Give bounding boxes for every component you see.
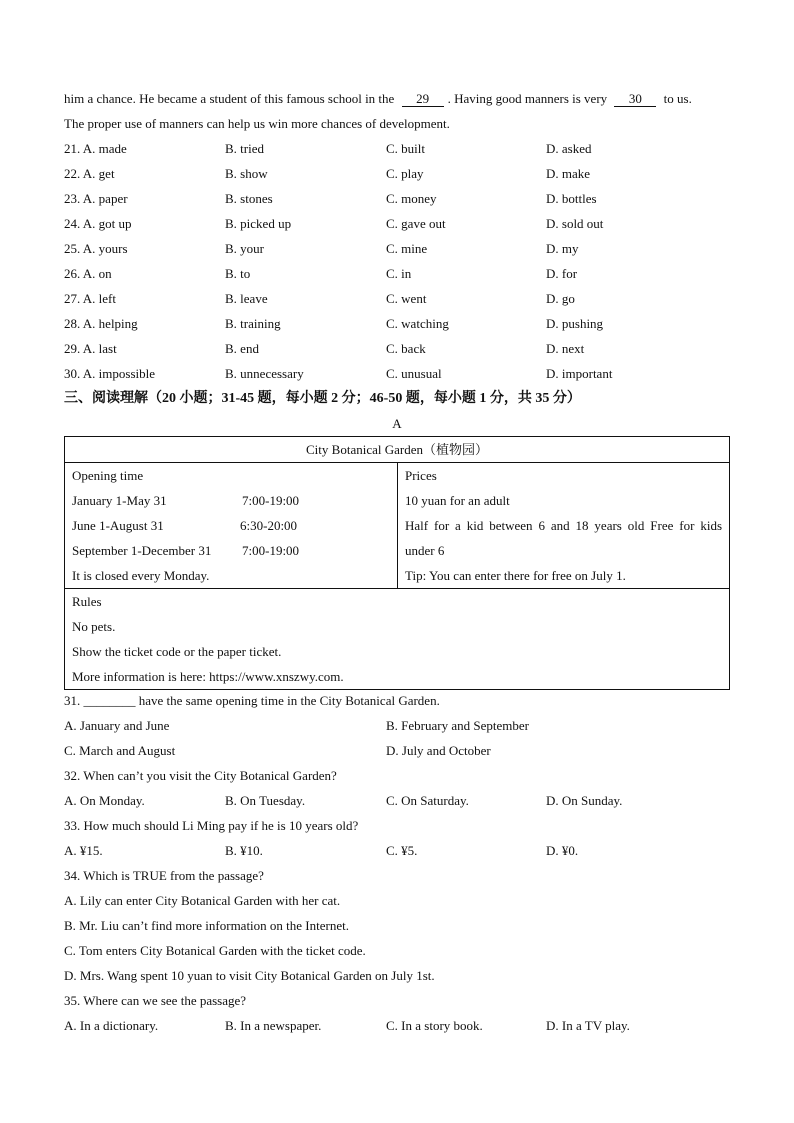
option-d: D. ¥0. (546, 843, 579, 858)
option-a: A. In a dictionary. (64, 1018, 159, 1033)
option-d: D. pushing (546, 316, 604, 331)
option-d: D. important (546, 366, 613, 381)
option-b: B. tried (225, 141, 264, 156)
option-d: D. In a TV play. (546, 1018, 630, 1033)
garden-info-table (64, 436, 730, 690)
option-b: B. picked up (225, 216, 292, 231)
question-35: 35. Where can we see the passage? (64, 993, 247, 1008)
passage-text: to us. (663, 91, 692, 106)
option-b: B. February and September (386, 718, 529, 733)
option-c: C. gave out (386, 216, 446, 231)
option-b: B. training (225, 316, 281, 331)
option-c: C. back (386, 341, 426, 356)
rule-item: Show the ticket code or the paper ticket. (72, 644, 282, 659)
option-b: B. end (225, 341, 259, 356)
option-b: B. your (225, 241, 264, 256)
passage-label: A (392, 416, 402, 431)
option-c: C. mine (386, 241, 428, 256)
question-34: 34. Which is TRUE from the passage? (64, 868, 264, 883)
option-d: D. July and October (386, 743, 491, 758)
option-a: 23. A. paper (64, 191, 128, 206)
passage-line-1 (64, 90, 692, 108)
option-a: 25. A. yours (64, 241, 128, 256)
option-c: C. ¥5. (386, 843, 418, 858)
question-number: 31. (64, 693, 81, 708)
closed-notice: It is closed every Monday. (72, 568, 210, 583)
option-a: 24. A. got up (64, 216, 132, 231)
option-b: B. show (225, 166, 268, 181)
option-a: A. January and June (64, 718, 170, 733)
blank-30: 30 (614, 91, 656, 107)
period-row (72, 488, 390, 513)
period-row (72, 538, 390, 563)
option-d: D. sold out (546, 216, 604, 231)
option-a: 22. A. get (64, 166, 115, 181)
option-b: B. unnecessary (225, 366, 304, 381)
period-dates: June 1-August 31 (72, 518, 164, 533)
period-row (72, 513, 390, 538)
passage-text: . Having good manners is very (447, 91, 608, 106)
option-d: D. my (546, 241, 579, 256)
price-tip: Tip: You can enter there for free on July 1. (405, 568, 626, 583)
question-31 (64, 692, 440, 710)
opening-time-cell (65, 463, 398, 589)
option-b: B. On Tuesday. (225, 793, 306, 808)
option-c: C. Tom enters City Botanical Garden with the ticket code. (64, 943, 366, 958)
prices-label: Prices (405, 468, 437, 483)
rules-label: Rules (72, 594, 102, 609)
option-c: C. In a story book. (386, 1018, 483, 1033)
option-b: B. leave (225, 291, 268, 306)
option-a: 26. A. on (64, 266, 112, 281)
option-b: B. ¥10. (225, 843, 263, 858)
question-33: 33. How much should Li Ming pay if he is 10 years old? (64, 818, 359, 833)
option-d: D. asked (546, 141, 592, 156)
option-a: A. ¥15. (64, 843, 103, 858)
opening-time-label: Opening time (72, 468, 144, 483)
option-a: 29. A. last (64, 341, 117, 356)
option-c: C. March and August (64, 743, 176, 758)
table-title: City Botanical Garden（植物园） (65, 437, 730, 463)
option-b: B. Mr. Liu can’t find more information on the Internet. (64, 918, 349, 933)
option-d: D. go (546, 291, 575, 306)
option-c: C. On Saturday. (386, 793, 469, 808)
option-c: C. play (386, 166, 424, 181)
rule-item: No pets. (72, 619, 116, 634)
option-c: C. in (386, 266, 412, 281)
passage-line-2: The proper use of manners can help us win more chances of development. (64, 116, 450, 131)
option-b: B. In a newspaper. (225, 1018, 322, 1033)
option-a: A. On Monday. (64, 793, 145, 808)
question-32: 32. When can’t you visit the City Botanical Garden? (64, 768, 337, 783)
option-b: B. stones (225, 191, 273, 206)
period-hours: 7:00-19:00 (242, 543, 300, 558)
option-a: A. Lily can enter City Botanical Garden with her cat. (64, 893, 341, 908)
answer-blank: ________ (83, 693, 136, 708)
option-d: D. for (546, 266, 578, 281)
option-d: D. bottles (546, 191, 597, 206)
option-c: C. unusual (386, 366, 442, 381)
period-hours: 7:00-19:00 (242, 493, 300, 508)
rule-item: More information is here: https://www.xnszwy.com. (72, 669, 344, 684)
period-dates: September 1-December 31 (72, 543, 212, 558)
option-a: 28. A. helping (64, 316, 138, 331)
question-stem: have the same opening time in the City Botanical Garden. (138, 693, 440, 708)
blank-29: 29 (402, 91, 444, 107)
option-a: 21. A. made (64, 141, 127, 156)
adult-price: 10 yuan for an adult (405, 493, 510, 508)
option-c: C. watching (386, 316, 449, 331)
option-a: 27. A. left (64, 291, 116, 306)
option-a: 30. A. impossible (64, 366, 156, 381)
option-c: C. built (386, 141, 426, 156)
rules-cell (65, 589, 730, 690)
prices-cell (398, 463, 730, 589)
option-d: D. On Sunday. (546, 793, 623, 808)
period-hours: 6:30-20:00 (240, 518, 298, 533)
option-c: C. money (386, 191, 437, 206)
section-title: 三、阅读理解（20 小题；31-45 题，每小题 2 分；46-50 题，每小题 1 分，共 35 分） (64, 391, 581, 406)
option-d: D. make (546, 166, 591, 181)
option-b: B. to (225, 266, 251, 281)
passage-text: him a chance. He became a student of this famous school in the (64, 91, 395, 106)
period-dates: January 1-May 31 (72, 493, 167, 508)
option-d: D. next (546, 341, 585, 356)
option-d: D. Mrs. Wang spent 10 yuan to visit City Botanical Garden on July 1st. (64, 968, 435, 983)
option-c: C. went (386, 291, 427, 306)
kid-price: Half for a kid between 6 and 18 years old Free for kids under 6 (405, 518, 722, 558)
